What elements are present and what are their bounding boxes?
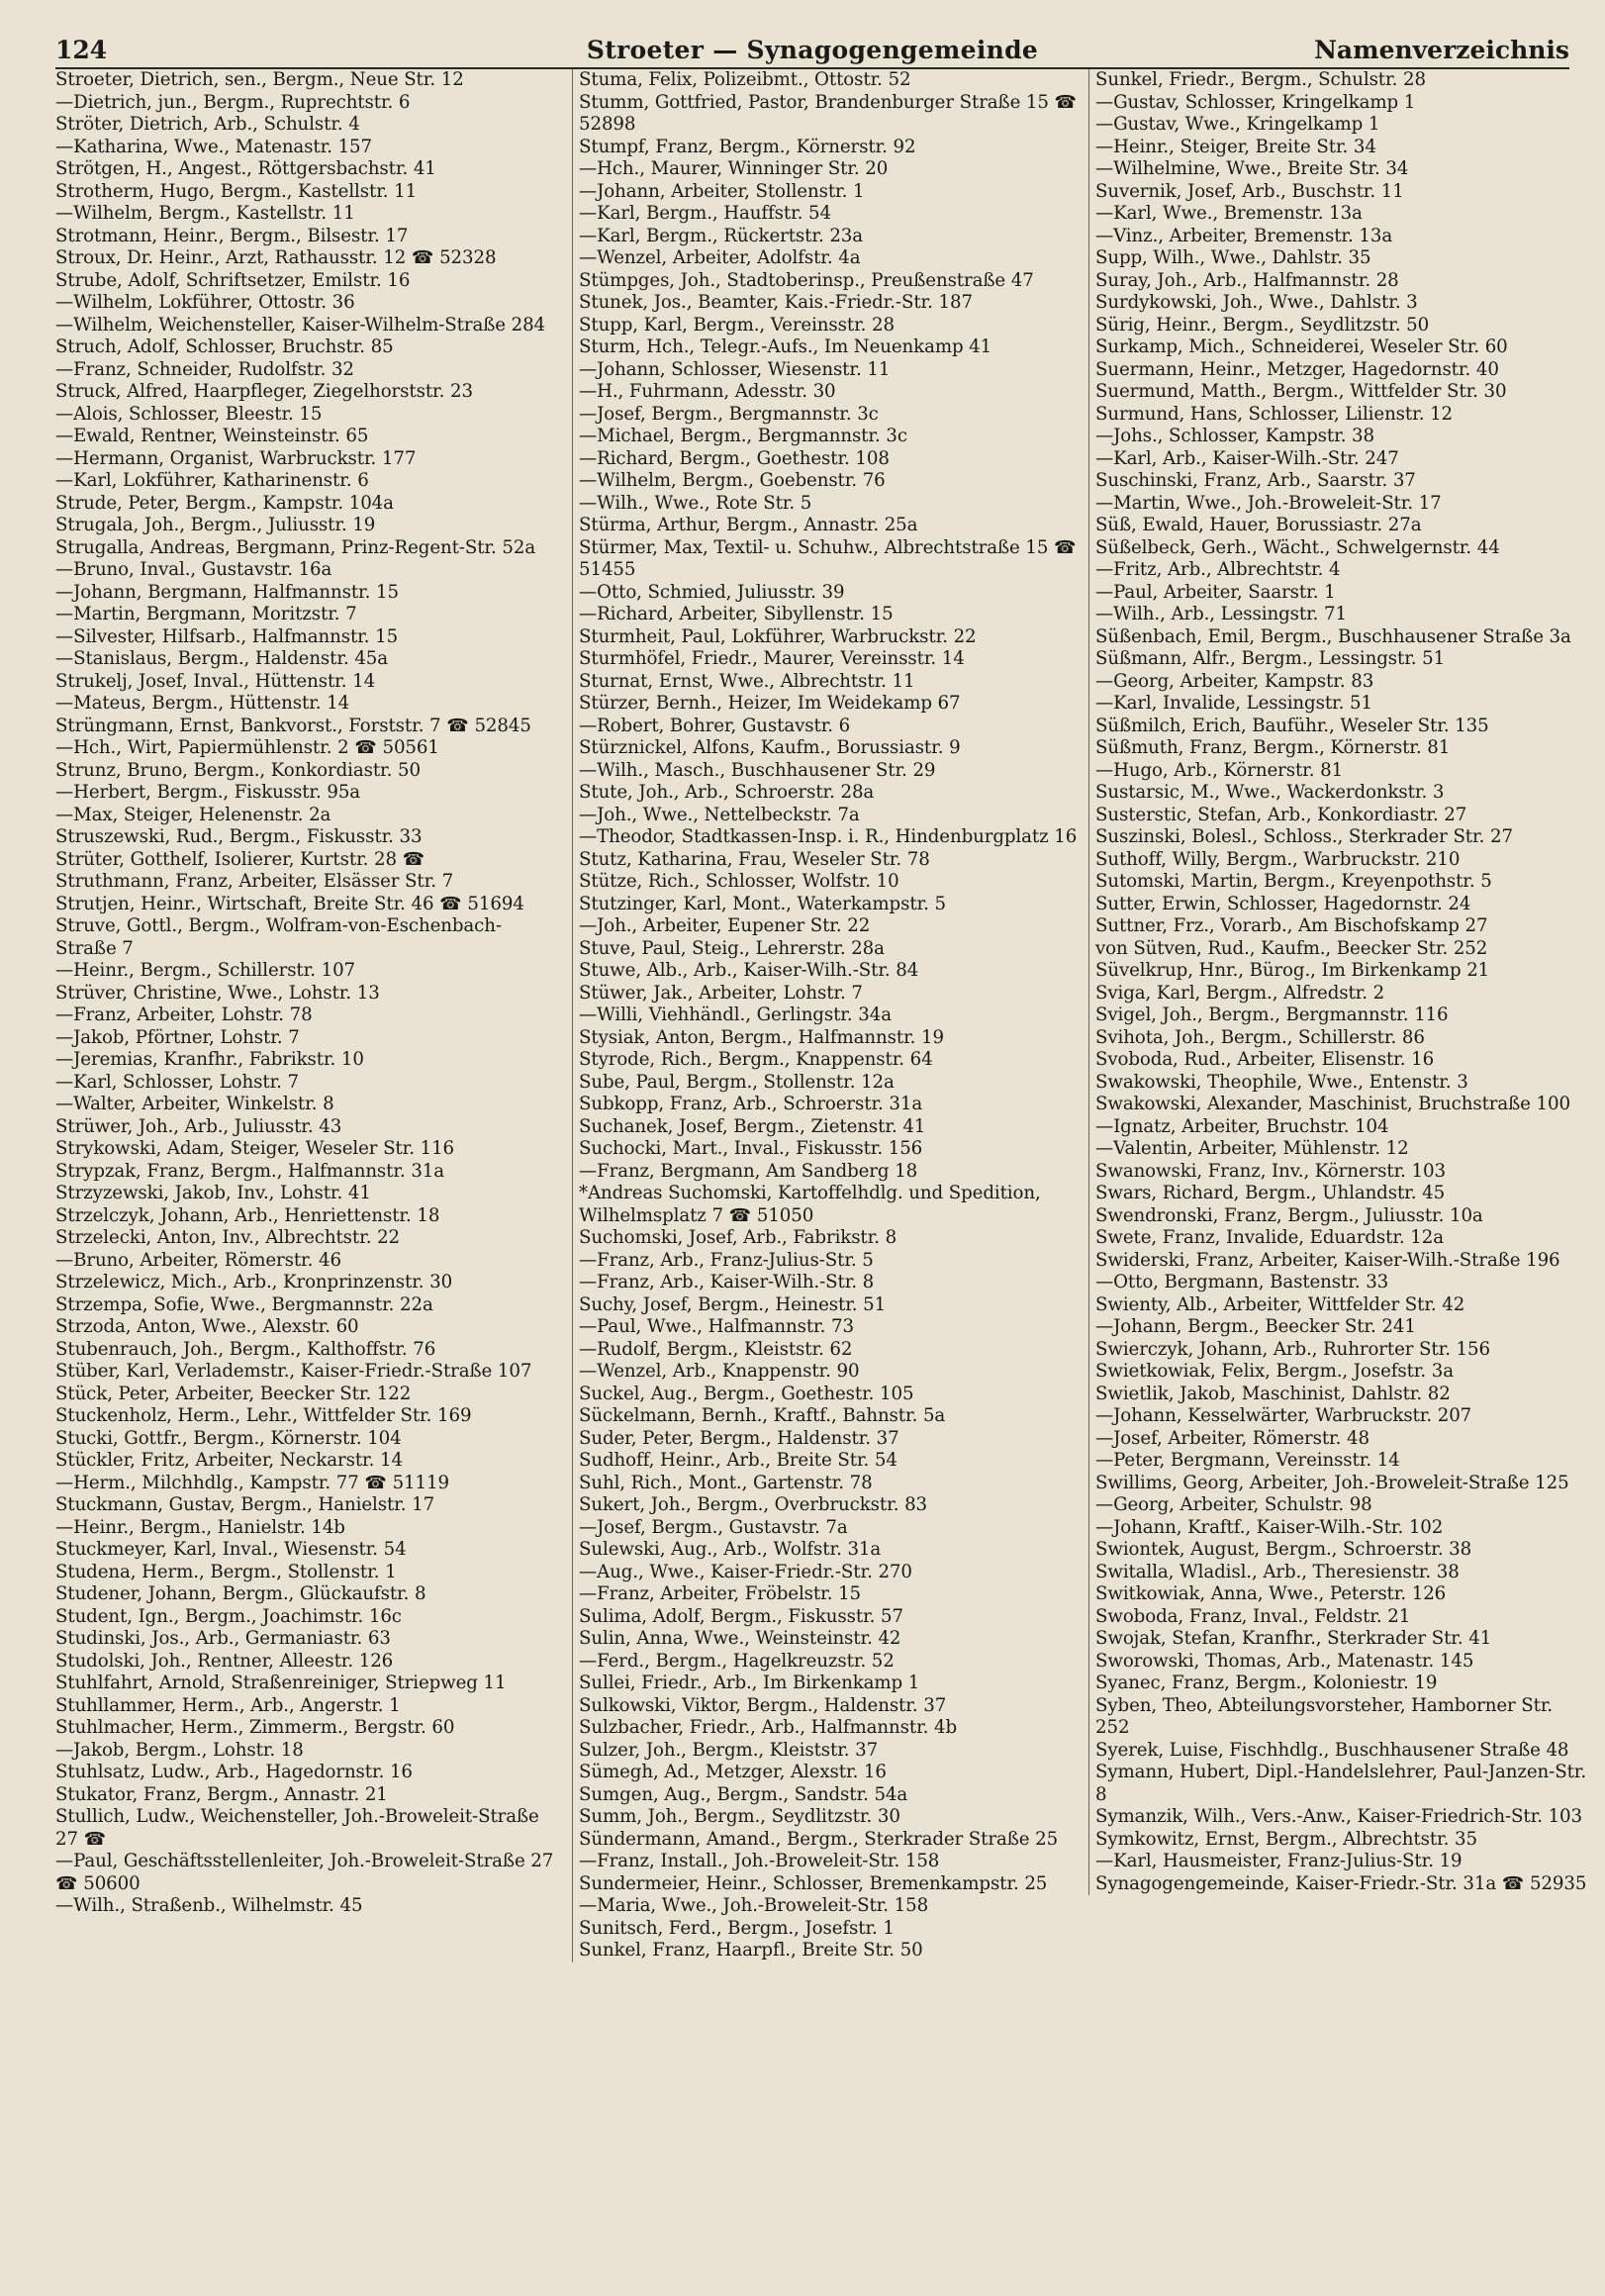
directory-entry: Suray, Joh., Arb., Halfmannstr. 28 bbox=[1095, 269, 1399, 291]
directory-entry: —Mateus, Bergm., Hüttenstr. 14 bbox=[55, 693, 350, 714]
directory-entry: Syben, Theo, Abteilungsvorsteher, Hamborner Str. 252 bbox=[1095, 1694, 1554, 1738]
directory-entry: Strotherm, Hugo, Bergm., Kastellstr. 11 bbox=[55, 180, 418, 202]
directory-entry: Symkowitz, Ernst, Bergm., Albrechtstr. 35 bbox=[1095, 1828, 1477, 1850]
directory-entry: Susterstic, Stefan, Arb., Konkordiastr. 27 bbox=[1095, 804, 1467, 825]
directory-entry: —Wilhelm, Lokführer, Ottostr. 36 bbox=[55, 292, 355, 313]
directory-entry: —Willi, Viehhändl., Gerlingstr. 34a bbox=[579, 1004, 892, 1025]
directory-entry: —Martin, Bergmann, Moritzstr. 7 bbox=[55, 604, 357, 624]
directory-entry: —Theodor, Stadtkassen-Insp. i. R., Hindenburgplatz 16 bbox=[579, 826, 1078, 847]
directory-entry: Stutz, Katharina, Frau, Weseler Str. 78 bbox=[579, 848, 930, 870]
directory-entry: Strunz, Bruno, Bergm., Konkordiastr. 50 bbox=[55, 759, 421, 781]
directory-entry: —Franz, Install., Joh.-Broweleit-Str. 158 bbox=[579, 1851, 940, 1871]
directory-entry: Sturmhöfel, Friedr., Maurer, Vereinsstr. 14 bbox=[579, 648, 965, 669]
directory-entry: Stumm, Gottfried, Pastor, Brandenburger Straße 15 ☎ 52898 bbox=[579, 91, 1078, 135]
directory-entry: —Gustav, Schlosser, Kringelkamp 1 bbox=[1095, 91, 1416, 113]
directory-entry: Suchocki, Mart., Inval., Fiskusstr. 156 bbox=[579, 1138, 923, 1159]
directory-entry: Sudhoff, Heinr., Arb., Breite Str. 54 bbox=[579, 1450, 897, 1471]
directory-entry: —Wenzel, Arb., Knappenstr. 90 bbox=[579, 1361, 860, 1382]
directory-entry: —Karl, Arb., Kaiser-Wilh.-Str. 247 bbox=[1095, 447, 1399, 469]
directory-entry: Stütze, Rich., Schlosser, Wolfstr. 10 bbox=[579, 871, 899, 892]
directory-entry: Sube, Paul, Bergm., Stollenstr. 12a bbox=[579, 1071, 895, 1093]
directory-entry: Sulima, Adolf, Bergm., Fiskusstr. 57 bbox=[579, 1605, 903, 1627]
directory-entry: —Otto, Schmied, Juliusstr. 39 bbox=[579, 581, 845, 603]
directory-entry: Strykowski, Adam, Steiger, Weseler Str. 116 bbox=[55, 1138, 455, 1159]
directory-entry: Suermann, Heinr., Metzger, Hagedornstr. 40 bbox=[1095, 358, 1499, 380]
directory-entry: —Wilhelm, Weichensteller, Kaiser-Wilhelm-Straße 284 bbox=[55, 314, 546, 335]
directory-entry: Sutomski, Martin, Bergm., Kreyenpothstr. 5 bbox=[1095, 871, 1492, 892]
directory-entry: Suschinski, Franz, Arb., Saarstr. 37 bbox=[1095, 470, 1416, 491]
directory-entry: Stüwer, Jak., Arbeiter, Lohstr. 7 bbox=[579, 982, 863, 1004]
directory-entry: —Paul, Arbeiter, Saarstr. 1 bbox=[1095, 581, 1336, 603]
directory-entry: —Walter, Arbeiter, Winkelstr. 8 bbox=[55, 1094, 334, 1114]
directory-entry: —Jeremias, Kranfhr., Fabrikstr. 10 bbox=[55, 1049, 364, 1070]
directory-entry: Stuckmeyer, Karl, Inval., Wiesenstr. 54 bbox=[55, 1539, 407, 1560]
directory-entry: Studener, Johann, Bergm., Glückaufstr. 8 bbox=[55, 1583, 426, 1604]
directory-entry: Strotmann, Heinr., Bergm., Bilsestr. 17 bbox=[55, 225, 409, 246]
directory-entry: Stunek, Jos., Beamter, Kais.-Friedr.-Str. 187 bbox=[579, 292, 973, 313]
directory-entry: Studinski, Jos., Arb., Germaniastr. 63 bbox=[55, 1628, 391, 1649]
directory-entry: Swakowski, Alexander, Maschinist, Bruchstraße 100 bbox=[1095, 1094, 1570, 1114]
directory-entry: —Alois, Schlosser, Bleestr. 15 bbox=[55, 403, 323, 425]
directory-entry: Stute, Joh., Arb., Schroerstr. 28a bbox=[579, 782, 875, 803]
directory-entry: —Wilh., Arb., Lessingstr. 71 bbox=[1095, 604, 1347, 624]
directory-entry: —Jakob, Bergm., Lohstr. 18 bbox=[55, 1739, 304, 1761]
directory-entry: Swendronski, Franz, Bergm., Juliusstr. 10a bbox=[1095, 1204, 1483, 1226]
directory-entry: Sturmheit, Paul, Lokführer, Warbruckstr. 22 bbox=[579, 625, 977, 647]
directory-entry: Sworowski, Thomas, Arb., Matenastr. 145 bbox=[1095, 1650, 1474, 1672]
directory-entry: —Josef, Bergm., Bergmannstr. 3c bbox=[579, 403, 879, 425]
directory-entry: —Fritz, Arb., Albrechtstr. 4 bbox=[1095, 559, 1341, 580]
directory-entry: Strzyzewski, Jakob, Inv., Lohstr. 41 bbox=[55, 1183, 371, 1203]
directory-entry: Swars, Richard, Bergm., Uhlandstr. 45 bbox=[1095, 1183, 1446, 1203]
directory-entry: —Vinz., Arbeiter, Bremenstr. 13a bbox=[1095, 225, 1393, 246]
directory-entry: Syerek, Luise, Fischhdlg., Buschhausener Straße 48 bbox=[1095, 1739, 1569, 1761]
directory-entry: —Karl, Lokführer, Katharinenstr. 6 bbox=[55, 470, 369, 491]
directory-entry: Svigel, Joh., Bergm., Bergmannstr. 116 bbox=[1095, 1004, 1449, 1025]
directory-entry: Stupp, Karl, Bergm., Vereinsstr. 28 bbox=[579, 314, 895, 335]
directory-entry: Sulzer, Joh., Bergm., Kleiststr. 37 bbox=[579, 1739, 879, 1761]
directory-entry: Sückelmann, Bernh., Kraftf., Bahnstr. 5a bbox=[579, 1405, 946, 1426]
directory-entry: Sullei, Friedr., Arb., Im Birkenkamp 1 bbox=[579, 1673, 920, 1693]
directory-entry: —Max, Steiger, Helenenstr. 2a bbox=[55, 804, 331, 825]
directory-entry: Sulkowski, Viktor, Bergm., Haldenstr. 37 bbox=[579, 1694, 947, 1716]
directory-entry: Suttner, Frz., Vorarb., Am Bischofskamp 27 bbox=[1095, 915, 1488, 936]
directory-entry: Strzoda, Anton, Wwe., Alexstr. 60 bbox=[55, 1316, 359, 1337]
directory-entry: Stümpges, Joh., Stadtoberinsp., Preußenstraße 47 bbox=[579, 269, 1034, 291]
directory-entry: Strüwer, Joh., Arb., Juliusstr. 43 bbox=[55, 1115, 342, 1137]
column-2 bbox=[572, 69, 1086, 1962]
directory-entry: —Joh., Wwe., Nettelbeckstr. 7a bbox=[579, 804, 860, 825]
directory-entry: —Karl, Schlosser, Lohstr. 7 bbox=[55, 1071, 300, 1093]
directory-entry: Switkowiak, Anna, Wwe., Peterstr. 126 bbox=[1095, 1583, 1447, 1604]
directory-entry: Svihota, Joh., Bergm., Schillerstr. 86 bbox=[1095, 1026, 1425, 1048]
directory-entry: —Georg, Arbeiter, Kampstr. 83 bbox=[1095, 670, 1374, 692]
directory-entry: —Dietrich, jun., Bergm., Ruprechtstr. 6 bbox=[55, 91, 411, 113]
directory-entry: —Wilh., Masch., Buschhausener Str. 29 bbox=[579, 759, 936, 781]
directory-entry: Suthoff, Willy, Bergm., Warbruckstr. 210 bbox=[1095, 848, 1461, 870]
directory-entry: Swiderski, Franz, Arbeiter, Kaiser-Wilh.-Straße 196 bbox=[1095, 1249, 1560, 1271]
directory-entry: —Wenzel, Arbeiter, Adolfstr. 4a bbox=[579, 247, 861, 268]
directory-entry: Stückler, Fritz, Arbeiter, Neckarstr. 14 bbox=[55, 1450, 403, 1471]
directory-entry: Stuckmann, Gustav, Bergm., Hanielstr. 17 bbox=[55, 1494, 435, 1515]
directory-entry: —Paul, Wwe., Halfmannstr. 73 bbox=[579, 1316, 854, 1337]
directory-entry: —Franz, Arbeiter, Lohstr. 78 bbox=[55, 1004, 313, 1025]
column-3 bbox=[1088, 69, 1588, 1895]
directory-entry: —Gustav, Wwe., Kringelkamp 1 bbox=[1095, 114, 1380, 135]
running-title: Stroeter — Synagogengemeinde bbox=[586, 36, 1039, 64]
directory-entry: Sundermeier, Heinr., Schlosser, Bremenkampstr. 25 bbox=[579, 1872, 1048, 1894]
directory-entry: Süß, Ewald, Hauer, Borussiastr. 27a bbox=[1095, 515, 1422, 535]
directory-entry: Suder, Peter, Bergm., Haldenstr. 37 bbox=[579, 1427, 899, 1449]
directory-entry: Surdykowski, Joh., Wwe., Dahlstr. 3 bbox=[1095, 292, 1418, 313]
directory-entry: Strüngmann, Ernst, Bankvorst., Forststr. 7 ☎ 52845 bbox=[55, 715, 531, 736]
directory-entry: Sürig, Heinr., Bergm., Seydlitzstr. 50 bbox=[1095, 314, 1430, 335]
directory-entry: Struve, Gottl., Bergm., Wolfram-von-Eschenbach-Straße 7 bbox=[55, 915, 502, 959]
directory-entry: Struck, Alfred, Haarpfleger, Ziegelhorststr. 23 bbox=[55, 381, 473, 402]
directory-entry: Stroeter, Dietrich, sen., Bergm., Neue Str. 12 bbox=[55, 69, 464, 90]
directory-entry: Sviga, Karl, Bergm., Alfredstr. 2 bbox=[1095, 982, 1385, 1004]
directory-entry: —Johs., Schlosser, Kampstr. 38 bbox=[1095, 426, 1374, 446]
directory-entry: —Karl, Bergm., Hauffstr. 54 bbox=[579, 203, 831, 224]
directory-entry: Swillims, Georg, Arbeiter, Joh.-Broweleit-Straße 125 bbox=[1095, 1472, 1569, 1493]
directory-entry: —Georg, Arbeiter, Schulstr. 98 bbox=[1095, 1494, 1372, 1515]
directory-entry: —H., Fuhrmann, Adesstr. 30 bbox=[579, 381, 836, 402]
directory-entry: —Silvester, Hilfsarb., Halfmannstr. 15 bbox=[55, 625, 399, 647]
directory-entry: Suhl, Rich., Mont., Gartenstr. 78 bbox=[579, 1472, 873, 1493]
directory-entry: Stück, Peter, Arbeiter, Beecker Str. 122 bbox=[55, 1383, 412, 1404]
directory-entry: —Franz, Bergmann, Am Sandberg 18 bbox=[579, 1160, 918, 1182]
directory-entry: Strötgen, H., Angest., Röttgersbachstr. 41 bbox=[55, 158, 436, 179]
directory-entry: Süßmann, Alfr., Bergm., Lessingstr. 51 bbox=[1095, 648, 1446, 669]
directory-entry: —Franz, Arb., Franz-Julius-Str. 5 bbox=[579, 1249, 874, 1271]
directory-entry: Sturnat, Ernst, Wwe., Albrechtstr. 11 bbox=[579, 670, 915, 692]
directory-entry: Stuma, Felix, Polizeibmt., Ottostr. 52 bbox=[579, 69, 911, 90]
directory-entry: Suszinski, Bolesl., Schloss., Sterkrader Str. 27 bbox=[1095, 826, 1513, 847]
directory-entry: Svoboda, Rud., Arbeiter, Elisenstr. 16 bbox=[1095, 1049, 1435, 1070]
directory-entry: Strzelecki, Anton, Inv., Albrechtstr. 22 bbox=[55, 1227, 401, 1248]
directory-entry: —Peter, Bergmann, Vereinsstr. 14 bbox=[1095, 1450, 1400, 1471]
directory-entry: —Robert, Bohrer, Gustavstr. 6 bbox=[579, 715, 851, 736]
directory-entry: Stüber, Karl, Verlademstr., Kaiser-Friedr.-Straße 107 bbox=[55, 1361, 532, 1382]
directory-entry: Stürmer, Max, Textil- u. Schuhw., Albrechtstraße 15 ☎ 51455 bbox=[579, 536, 1077, 580]
directory-entry: Stuhlsatz, Ludw., Arb., Hagedornstr. 16 bbox=[55, 1762, 413, 1782]
directory-entry: —Heinr., Steiger, Breite Str. 34 bbox=[1095, 136, 1376, 157]
directory-entry: —Herbert, Bergm., Fiskusstr. 95a bbox=[55, 782, 361, 803]
directory-entry: Sustarsic, M., Wwe., Wackerdonkstr. 3 bbox=[1095, 782, 1445, 803]
directory-entry: —Katharina, Wwe., Matenastr. 157 bbox=[55, 136, 372, 157]
directory-entry: Stysiak, Anton, Bergm., Halfmannstr. 19 bbox=[579, 1026, 944, 1048]
directory-entry: Süßenbach, Emil, Bergm., Buschhausener Straße 3a bbox=[1095, 625, 1571, 647]
directory-entry: Stürma, Arthur, Bergm., Annastr. 25a bbox=[579, 515, 918, 535]
directory-entry: Stukator, Franz, Bergm., Annastr. 21 bbox=[55, 1783, 388, 1805]
directory-entry: —Ignatz, Arbeiter, Bruchstr. 104 bbox=[1095, 1115, 1389, 1137]
directory-entry: —Franz, Arb., Kaiser-Wilh.-Str. 8 bbox=[579, 1272, 875, 1292]
directory-entry: Strude, Peter, Bergm., Kampstr. 104a bbox=[55, 492, 394, 514]
directory-entry: Syanec, Franz, Bergm., Koloniestr. 19 bbox=[1095, 1673, 1438, 1693]
directory-entry: Strukelj, Josef, Inval., Hüttenstr. 14 bbox=[55, 670, 376, 692]
directory-entry: Stroux, Dr. Heinr., Arzt, Rathausstr. 12 ☎ 52328 bbox=[55, 247, 497, 268]
directory-entry: —Joh., Arbeiter, Eupener Str. 22 bbox=[579, 915, 871, 936]
directory-entry: Sukert, Joh., Bergm., Overbruckstr. 83 bbox=[579, 1494, 928, 1515]
directory-entry: Symanzik, Wilh., Vers.-Anw., Kaiser-Friedrich-Str. 103 bbox=[1095, 1806, 1582, 1827]
directory-entry: —Heinr., Bergm., Schillerstr. 107 bbox=[55, 960, 356, 981]
directory-entry: Swoboda, Franz, Inval., Feldstr. 21 bbox=[1095, 1605, 1411, 1627]
directory-entry: Strutjen, Heinr., Wirtschaft, Breite Str. 46 ☎ 51694 bbox=[55, 893, 524, 914]
directory-entry: Strypzak, Franz, Bergm., Halfmannstr. 31a bbox=[55, 1160, 445, 1182]
directory-entry: Swojak, Stefan, Kranfhr., Sterkrader Str. 41 bbox=[1095, 1628, 1492, 1649]
directory-entry: Symann, Hubert, Dipl.-Handelslehrer, Paul-Janzen-Str. 8 bbox=[1095, 1762, 1587, 1805]
directory-entry: Swiontek, August, Bergm., Schroerstr. 38 bbox=[1095, 1539, 1472, 1560]
section-title: Namenverzeichnis bbox=[1314, 36, 1569, 64]
directory-entry: Strube, Adolf, Schriftsetzer, Emilstr. 16 bbox=[55, 269, 411, 291]
directory-entry: Sutter, Erwin, Schlosser, Hagedornstr. 24 bbox=[1095, 893, 1471, 914]
directory-entry: Süßmilch, Erich, Bauführ., Weseler Str. 135 bbox=[1095, 715, 1489, 736]
directory-entry: Sunkel, Friedr., Bergm., Schulstr. 28 bbox=[1095, 69, 1426, 90]
directory-entry: —Josef, Bergm., Gustavstr. 7a bbox=[579, 1516, 848, 1538]
directory-entry: Swakowski, Theophile, Wwe., Entenstr. 3 bbox=[1095, 1071, 1468, 1093]
directory-entry: Strzempa, Sofie, Wwe., Bergmannstr. 22a bbox=[55, 1293, 433, 1315]
directory-entry: Süvelkrup, Hnr., Bürog., Im Birkenkamp 21 bbox=[1095, 960, 1490, 981]
directory-entry: Stuhlfahrt, Arnold, Straßenreiniger, Striepweg 11 bbox=[55, 1673, 507, 1693]
directory-entry: Stuhllammer, Herm., Arb., Angerstr. 1 bbox=[55, 1694, 401, 1716]
directory-entry: —Wilh., Wwe., Rote Str. 5 bbox=[579, 492, 812, 514]
directory-entry: Swienty, Alb., Arbeiter, Wittfelder Str. 42 bbox=[1095, 1293, 1465, 1315]
directory-entry: —Franz, Schneider, Rudolfstr. 32 bbox=[55, 358, 354, 380]
directory-entry: Suermund, Matth., Bergm., Wittfelder Str. 30 bbox=[1095, 381, 1507, 402]
directory-entry: —Richard, Arbeiter, Sibyllenstr. 15 bbox=[579, 604, 894, 624]
directory-entry: —Franz, Arbeiter, Fröbelstr. 15 bbox=[579, 1583, 862, 1604]
directory-entry: —Karl, Bergm., Rückertstr. 23a bbox=[579, 225, 864, 246]
directory-entry: Strugalla, Andreas, Bergmann, Prinz-Regent-Str. 52a bbox=[55, 536, 536, 558]
directory-entry: Strzelczyk, Johann, Arb., Henriettenstr. 18 bbox=[55, 1204, 440, 1226]
directory-entry: Ströter, Dietrich, Arb., Schulstr. 4 bbox=[55, 114, 360, 135]
directory-entry: Surmund, Hans, Schlosser, Lilienstr. 12 bbox=[1095, 403, 1454, 425]
directory-entry: von Sütven, Rud., Kaufm., Beecker Str. 252 bbox=[1095, 937, 1488, 959]
directory-entry: Sümegh, Ad., Metzger, Alexstr. 16 bbox=[579, 1762, 887, 1782]
directory-entry: Subkopp, Franz, Arb., Schroerstr. 31a bbox=[579, 1094, 923, 1114]
directory-entry: Sturm, Hch., Telegr.-Aufs., Im Neuenkamp 41 bbox=[579, 336, 992, 357]
directory-entry: —Richard, Bergm., Goethestr. 108 bbox=[579, 447, 890, 469]
directory-entry: —Otto, Bergmann, Bastenstr. 33 bbox=[1095, 1272, 1389, 1292]
directory-entry: Stuwe, Alb., Arb., Kaiser-Wilh.-Str. 84 bbox=[579, 960, 919, 981]
directory-entry: Swete, Franz, Invalide, Eduardstr. 12a bbox=[1095, 1227, 1444, 1248]
directory-entry: Sunitsch, Ferd., Bergm., Josefstr. 1 bbox=[579, 1917, 895, 1939]
directory-entry: *Andreas Suchomski, Kartoffelhdlg. und Spedition, Wilhelmsplatz 7 ☎ 51050 bbox=[579, 1183, 1041, 1226]
directory-entry: Stumpf, Franz, Bergm., Körnerstr. 92 bbox=[579, 136, 916, 157]
directory-entry: Swanowski, Franz, Inv., Körnerstr. 103 bbox=[1095, 1160, 1446, 1182]
directory-entry: Stullich, Ludw., Weichensteller, Joh.-Broweleit-Straße 27 ☎ bbox=[55, 1806, 539, 1850]
directory-entry: Swietlik, Jakob, Maschinist, Dahlstr. 82 bbox=[1095, 1383, 1451, 1404]
directory-entry: Sulzbacher, Friedr., Arb., Halfmannstr. 4b bbox=[579, 1717, 958, 1738]
directory-entry: Swierczyk, Johann, Arb., Ruhrorter Str. 156 bbox=[1095, 1338, 1490, 1360]
directory-entry: Swietkowiak, Felix, Bergm., Josefstr. 3a bbox=[1095, 1361, 1454, 1382]
directory-entry: —Jakob, Pförtner, Lohstr. 7 bbox=[55, 1026, 300, 1048]
directory-entry: Stürzer, Bernh., Heizer, Im Weidekamp 67 bbox=[579, 693, 961, 714]
directory-entry: —Heinr., Bergm., Hanielstr. 14b bbox=[55, 1516, 345, 1538]
directory-entry: Stubenrauch, Joh., Bergm., Kalthoffstr. 76 bbox=[55, 1338, 436, 1360]
column-1 bbox=[55, 69, 562, 1918]
directory-entry: Synagogengemeinde, Kaiser-Friedr.-Str. 31a ☎ 52935 bbox=[1095, 1872, 1587, 1894]
directory-entry: Supp, Wilh., Wwe., Dahlstr. 35 bbox=[1095, 247, 1371, 268]
directory-entry: —Karl, Hausmeister, Franz-Julius-Str. 19 bbox=[1095, 1851, 1463, 1871]
directory-entry: Studena, Herm., Bergm., Stollenstr. 1 bbox=[55, 1561, 397, 1582]
directory-entry: Sündermann, Amand., Bergm., Sterkrader Straße 25 bbox=[579, 1828, 1059, 1850]
directory-entry: Strüter, Gotthelf, Isolierer, Kurtstr. 28 ☎ bbox=[55, 848, 425, 870]
directory-entry: —Valentin, Arbeiter, Mühlenstr. 12 bbox=[1095, 1138, 1409, 1159]
directory-entry: Strüver, Christine, Wwe., Lohstr. 13 bbox=[55, 982, 380, 1004]
directory-entry: —Johann, Bergm., Beecker Str. 241 bbox=[1095, 1316, 1416, 1337]
directory-entry: Stürznickel, Alfons, Kaufm., Borussiastr. 9 bbox=[579, 737, 961, 758]
directory-entry: Suckel, Aug., Bergm., Goethestr. 105 bbox=[579, 1383, 914, 1404]
directory-entry: Suchy, Josef, Bergm., Heinestr. 51 bbox=[579, 1293, 887, 1315]
directory-entry: Süßelbeck, Gerh., Wächt., Schwelgernstr. 44 bbox=[1095, 536, 1500, 558]
directory-entry: —Karl, Wwe., Bremenstr. 13a bbox=[1095, 203, 1363, 224]
directory-entry: Suchanek, Josef, Bergm., Zietenstr. 41 bbox=[579, 1115, 926, 1137]
directory-entry: Suvernik, Josef, Arb., Buschstr. 11 bbox=[1095, 180, 1404, 202]
directory-entry: Styrode, Rich., Bergm., Knappenstr. 64 bbox=[579, 1049, 933, 1070]
page-number: 124 bbox=[55, 36, 108, 64]
directory-entry: —Ferd., Bergm., Hagelkreuzstr. 52 bbox=[579, 1650, 895, 1672]
directory-entry: Strzelewicz, Mich., Arb., Kronprinzenstr. 30 bbox=[55, 1272, 453, 1292]
directory-entry: —Johann, Bergmann, Halfmannstr. 15 bbox=[55, 581, 399, 603]
directory-entry: Stuhlmacher, Herm., Zimmerm., Bergstr. 60 bbox=[55, 1717, 455, 1738]
directory-entry: Stutzinger, Karl, Mont., Waterkampstr. 5 bbox=[579, 893, 946, 914]
directory-entry: —Martin, Wwe., Joh.-Broweleit-Str. 17 bbox=[1095, 492, 1442, 514]
directory-entry: Studolski, Joh., Rentner, Alleestr. 126 bbox=[55, 1650, 394, 1672]
directory-entry: Strugala, Joh., Bergm., Juliusstr. 19 bbox=[55, 515, 376, 535]
directory-entry: —Hermann, Organist, Warbruckstr. 177 bbox=[55, 447, 417, 469]
directory-entry: —Johann, Kesselwärter, Warbruckstr. 207 bbox=[1095, 1405, 1472, 1426]
directory-entry: Switalla, Wladisl., Arb., Theresienstr. 38 bbox=[1095, 1561, 1460, 1582]
page-header bbox=[55, 34, 1569, 69]
directory-entry: —Rudolf, Bergm., Kleiststr. 62 bbox=[579, 1338, 853, 1360]
directory-entry: Stuckenholz, Herm., Lehr., Wittfelder Str. 169 bbox=[55, 1405, 472, 1426]
directory-entry: —Hch., Wirt, Papiermühlenstr. 2 ☎ 50561 bbox=[55, 737, 439, 758]
directory-entry: —Wilh., Straßenb., Wilhelmstr. 45 bbox=[55, 1895, 363, 1916]
directory-entry: Stucki, Gottfr., Bergm., Körnerstr. 104 bbox=[55, 1427, 402, 1449]
directory-entry: Sunkel, Franz, Haarpfl., Breite Str. 50 bbox=[579, 1940, 923, 1961]
directory-entry: —Wilhelm, Bergm., Goebenstr. 76 bbox=[579, 470, 886, 491]
directory-entry: —Maria, Wwe., Joh.-Broweleit-Str. 158 bbox=[579, 1895, 929, 1916]
directory-entry: —Ewald, Rentner, Weinsteinstr. 65 bbox=[55, 426, 369, 446]
directory-entry: —Johann, Schlosser, Wiesenstr. 11 bbox=[579, 358, 891, 380]
directory-entry: Sumgen, Aug., Bergm., Sandstr. 54a bbox=[579, 1783, 908, 1805]
directory-entry: —Wilhelmine, Wwe., Breite Str. 34 bbox=[1095, 158, 1409, 179]
directory-entry: —Karl, Invalide, Lessingstr. 51 bbox=[1095, 693, 1372, 714]
directory-entry: —Bruno, Arbeiter, Römerstr. 46 bbox=[55, 1249, 341, 1271]
directory-entry: —Johann, Arbeiter, Stollenstr. 1 bbox=[579, 180, 865, 202]
directory-entry: —Josef, Arbeiter, Römerstr. 48 bbox=[1095, 1427, 1369, 1449]
directory-entry: —Hch., Maurer, Winninger Str. 20 bbox=[579, 158, 889, 179]
directory-entry: Suchomski, Josef, Arb., Fabrikstr. 8 bbox=[579, 1227, 897, 1248]
directory-entry: —Aug., Wwe., Kaiser-Friedr.-Str. 270 bbox=[579, 1561, 912, 1582]
directory-entry: Sulewski, Aug., Arb., Wolfstr. 31a bbox=[579, 1539, 882, 1560]
directory-entry: Student, Ign., Bergm., Joachimstr. 16c bbox=[55, 1605, 402, 1627]
directory-entry: —Stanislaus, Bergm., Haldenstr. 45a bbox=[55, 648, 389, 669]
directory-entry: Stuve, Paul, Steig., Lehrerstr. 28a bbox=[579, 937, 885, 959]
directory-entry: —Wilhelm, Bergm., Kastellstr. 11 bbox=[55, 203, 355, 224]
directory-entry: Summ, Joh., Bergm., Seydlitzstr. 30 bbox=[579, 1806, 900, 1827]
directory-entry: —Bruno, Inval., Gustavstr. 16a bbox=[55, 559, 332, 580]
directory-entry: Struch, Adolf, Schlosser, Bruchstr. 85 bbox=[55, 336, 394, 357]
directory-entry: —Herm., Milchhdlg., Kampstr. 77 ☎ 51119 bbox=[55, 1472, 449, 1493]
directory-entry: —Hugo, Arb., Körnerstr. 81 bbox=[1095, 759, 1344, 781]
directory-entry: Sulin, Anna, Wwe., Weinsteinstr. 42 bbox=[579, 1628, 901, 1649]
directory-entry: Surkamp, Mich., Schneiderei, Weseler Str. 60 bbox=[1095, 336, 1508, 357]
directory-entry: —Johann, Kraftf., Kaiser-Wilh.-Str. 102 bbox=[1095, 1516, 1444, 1538]
directory-entry: Struthmann, Franz, Arbeiter, Elsässer Str. 7 bbox=[55, 871, 454, 892]
directory-entry: Süßmuth, Franz, Bergm., Körnerstr. 81 bbox=[1095, 737, 1451, 758]
directory-entry: Struszewski, Rud., Bergm., Fiskusstr. 33 bbox=[55, 826, 423, 847]
directory-entry: —Paul, Geschäftsstellenleiter, Joh.-Broweleit-Straße 27 ☎ 50600 bbox=[55, 1851, 554, 1894]
directory-entry: —Michael, Bergm., Bergmannstr. 3c bbox=[579, 426, 907, 446]
